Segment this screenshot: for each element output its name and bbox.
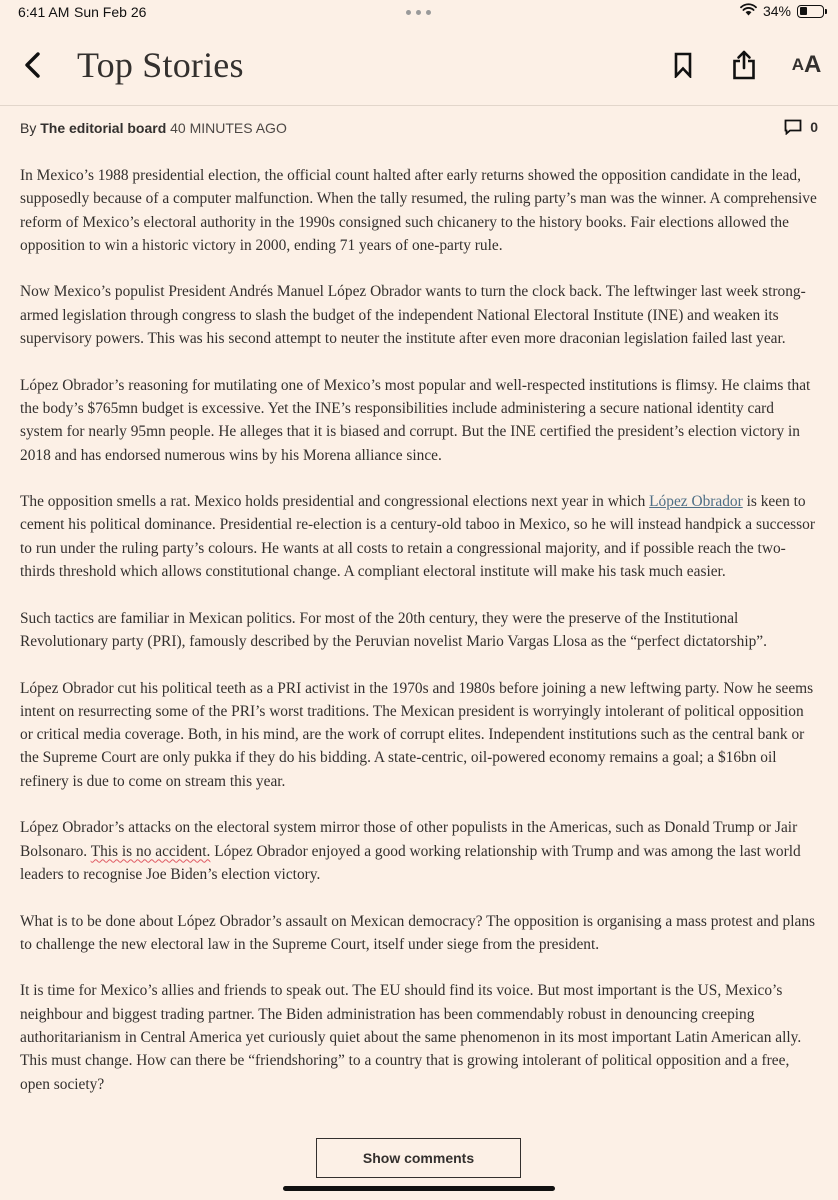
status-date: Sun Feb 26 (74, 4, 147, 20)
text-size-button[interactable] (790, 48, 824, 82)
article-paragraph (20, 490, 820, 583)
battery-level-fill (800, 7, 807, 15)
battery-icon (797, 5, 824, 18)
share-button[interactable] (728, 48, 760, 82)
byline-timestamp: 40 MINUTES AGO (170, 120, 287, 136)
article-paragraph: Such tactics are familiar in Mexican politics. For most of the 20th century, they were the preserve of the Institutional Revolutionary party (PRI), famously described by the Peruvian novelist Mario Vargas Llosa as the “perfect dictatorship”. (20, 609, 767, 650)
paragraph-text: López Obrador’s attacks on the electoral system mirror those of other populists in the Americas, such as Donald Trump or Jair Bolsonaro. (20, 819, 798, 860)
bookmark-icon (674, 52, 692, 78)
article-paragraph (20, 816, 820, 886)
article-paragraph: López Obrador cut his political teeth as a PRI activist in the 1970s and 1980s before joining a new leftwing party. Now he seems intent on resurrecting some of the PRI’s worst traditions. The Mexican president is worryingly intolerant of political opposition or critical media coverage. Both, in his mind, are the work of corrupt elites. Independent institutions such as the central bank or the Supreme Court are only pukka if they do his bidding. A state-centric, oil-powered economy remains a goal; a $16bn oil refinery is due to come on stream this year. (20, 679, 814, 790)
home-indicator[interactable] (283, 1186, 555, 1191)
comment-icon (784, 119, 802, 135)
byline-author[interactable]: The editorial board (40, 120, 167, 136)
comments-button[interactable] (784, 119, 818, 135)
battery-percent: 34% (762, 3, 791, 19)
spellcheck-marked-text: This is no accident. (90, 842, 211, 860)
status-time: 6:41 AM (18, 4, 70, 20)
chevron-left-icon (24, 52, 42, 78)
byline (20, 120, 820, 142)
share-icon (732, 50, 756, 80)
text-size-big-glyph: A (803, 51, 822, 78)
status-bar (0, 0, 838, 26)
article-paragraph: It is time for Mexico’s allies and friends to speak out. The EU should find its voice. But most important is the US, Mexico’s neighbour and biggest trading partner. The Biden administration has been commendably robust in denouncing creeping authoritarianism in Central America yet curiously quiet about the same phenomenon in its most important Latin American ally. This must change. How can there be “friendshoring” to a country that is growing intolerant of political opposition and a free, open society? (20, 982, 802, 1093)
comment-count: 0 (810, 119, 818, 135)
multitasking-dots-icon[interactable] (406, 10, 431, 15)
bookmark-button[interactable] (668, 48, 698, 82)
paragraph-text: is keen to cement his political dominance. Presidential re-election is a century-old taboo in Mexico, so he will instead handpick a successor to run under the ruling party’s colours. He wants at all costs to retain a congressional majority, and if possible reach the two-thirds threshold which allows constitutional change. A compliant electoral institute will make his task much easier. (20, 493, 815, 581)
text-size-small-glyph: A (791, 55, 804, 74)
show-comments-button[interactable]: Show comments (316, 1138, 521, 1178)
byline-prefix: By (20, 120, 37, 136)
navigation-bar (0, 26, 838, 106)
lopez-obrador-link[interactable]: López Obrador (649, 493, 743, 511)
article-body (20, 164, 820, 1119)
article-paragraph: Now Mexico’s populist President Andrés Manuel López Obrador wants to turn the clock back. The leftwinger last week strong-armed legislation through congress to slash the budget of the independent National Electoral Institute (INE) and weaken its supervisory powers. This was his second attempt to neuter the institute after even more draconian legislation failed last year. (20, 283, 806, 348)
wifi-icon (740, 3, 757, 19)
page-title: Top Stories (77, 45, 244, 85)
paragraph-text: López Obrador enjoyed a good working relationship with Trump and was among the last world leaders to recognise Joe Biden’s election victory. (20, 842, 801, 883)
article-paragraph: López Obrador’s reasoning for mutilating one of Mexico’s most popular and well-respected institutions is flimsy. He claims that the body’s $765mn budget is excessive. Yet the INE’s responsibilities include administering a secure national identity card system for nearly 95mn people. He alleges that it is biased and corrupt. But the INE certified the president’s election victory in 2018 and has endorsed numerous wins by his Morena alliance since. (20, 376, 811, 464)
article-paragraph: What is to be done about López Obrador’s assault on Mexican democracy? The opposition is organising a mass protest and plans to challenge the new electoral law in the Supreme Court, itself under siege from the president. (20, 912, 815, 953)
paragraph-text: The opposition smells a rat. Mexico holds presidential and congressional elections next year in which (20, 493, 650, 511)
back-button[interactable] (18, 48, 48, 82)
article-paragraph: In Mexico’s 1988 presidential election, the official count halted after early returns showed the opposition candidate in the lead, supposedly because of a computer malfunction. When the tally resumed, the ruling party’s man was the winner. A comprehensive reform of Mexico’s electoral authority in the 1990s consigned such chicanery to the history books. Fair elections allowed the opposition to win a historic victory in 2000, ending 71 years of one-party rule. (20, 167, 817, 254)
status-indicators (740, 3, 824, 19)
